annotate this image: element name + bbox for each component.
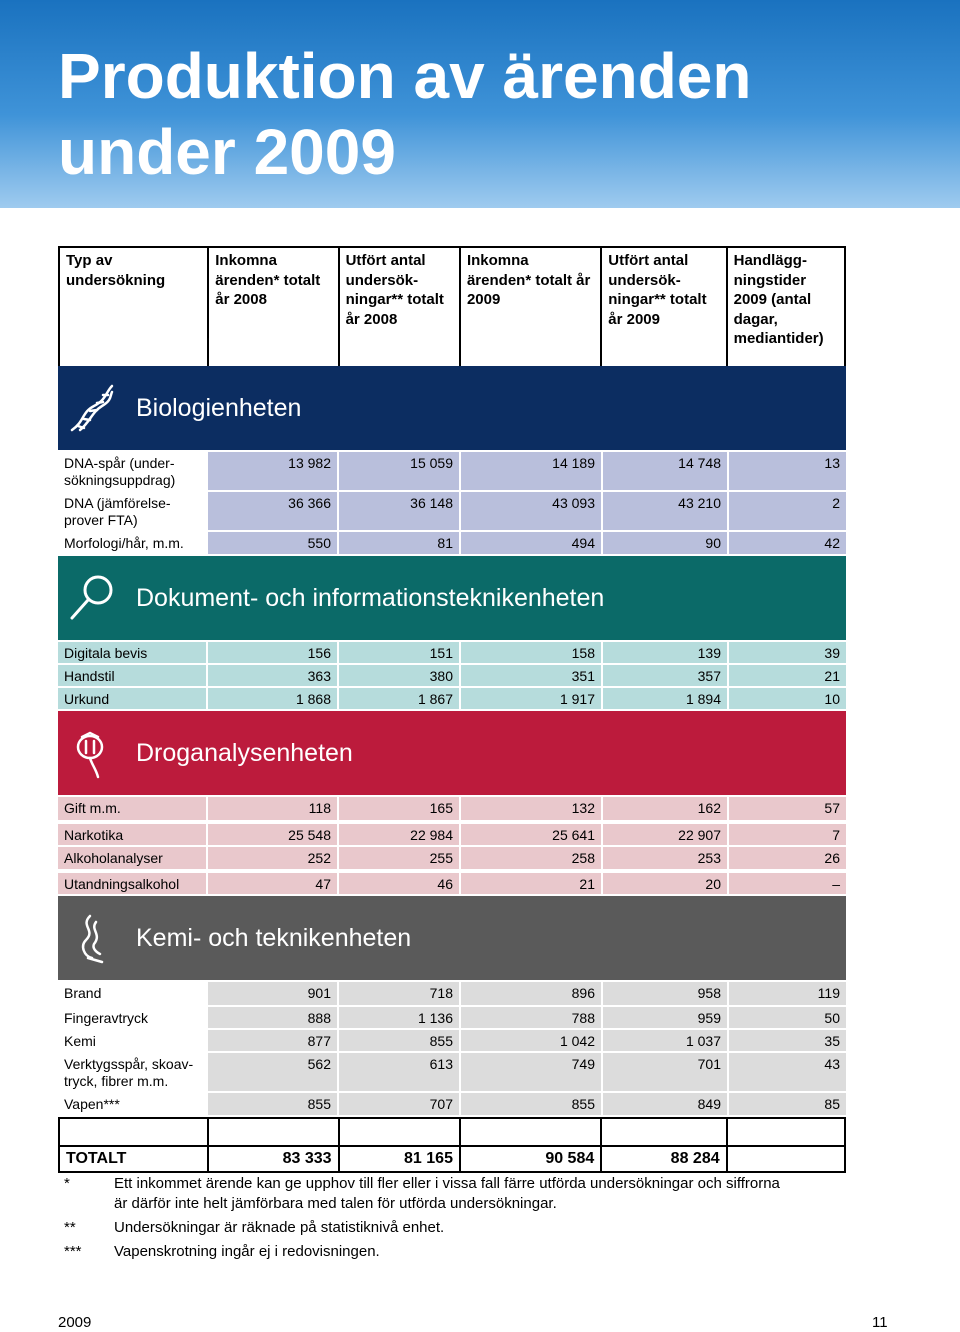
- table-row: [58, 982, 846, 1007]
- row-label: Brand: [58, 982, 208, 1005]
- value-cell: 118: [208, 797, 339, 820]
- value-cell: 47: [208, 873, 339, 894]
- section-title: Droganalysenheten: [136, 739, 353, 767]
- value-cell: 701: [603, 1053, 729, 1091]
- value-cell: –: [729, 873, 846, 894]
- column-header: Utfört antal undersök-ningar** totalt år 2008: [340, 248, 461, 366]
- empty-cell: [602, 1119, 727, 1145]
- value-cell: 1 042: [461, 1030, 603, 1051]
- value-cell: 255: [339, 847, 461, 869]
- page-number: 11: [872, 1314, 888, 1331]
- row-label: Gift m.m.: [58, 797, 208, 820]
- row-label: Kemi: [58, 1030, 208, 1051]
- value-cell: 14 748: [603, 452, 729, 490]
- value-cell: 855: [461, 1093, 603, 1115]
- value-cell: 888: [208, 1007, 339, 1028]
- section-dokument: [58, 556, 846, 642]
- value-cell: 20: [603, 873, 729, 894]
- value-cell: 36 148: [339, 492, 461, 530]
- value-cell: 25 641: [461, 824, 603, 845]
- value-cell: 13 982: [208, 452, 339, 490]
- footnote: [64, 1218, 884, 1238]
- value-cell: 550: [208, 532, 339, 554]
- row-label: Urkund: [58, 688, 208, 709]
- row-label: Verktygsspår, skoav-tryck, fibrer m.m.: [58, 1053, 208, 1091]
- value-cell: 46: [339, 873, 461, 894]
- value-cell: 7: [729, 824, 846, 845]
- value-cell: 35: [729, 1030, 846, 1051]
- table-row: [58, 665, 846, 688]
- value-cell: 42: [729, 532, 846, 554]
- table-row: [58, 822, 846, 847]
- row-label: Fingeravtryck: [58, 1007, 208, 1028]
- row-label: Narkotika: [58, 824, 208, 845]
- value-cell: 896: [461, 982, 603, 1005]
- table-row: [58, 1007, 846, 1030]
- value-cell: 43 210: [603, 492, 729, 530]
- total-value: 88 284: [602, 1147, 727, 1171]
- value-cell: 57: [729, 797, 846, 820]
- value-cell: 13: [729, 452, 846, 490]
- value-cell: 2: [729, 492, 846, 530]
- value-cell: 258: [461, 847, 603, 869]
- row-label: Utandningsalkohol: [58, 873, 208, 894]
- value-cell: 380: [339, 665, 461, 686]
- value-cell: 253: [603, 847, 729, 869]
- value-cell: 788: [461, 1007, 603, 1028]
- row-label: DNA-spår (under-sökningsuppdrag): [58, 452, 208, 490]
- table-row: [58, 688, 846, 711]
- table-row: [58, 492, 846, 532]
- value-cell: 877: [208, 1030, 339, 1051]
- value-cell: 25 548: [208, 824, 339, 845]
- empty-cell: [60, 1119, 209, 1145]
- value-cell: 1 037: [603, 1030, 729, 1051]
- empty-cell: [340, 1119, 461, 1145]
- section-biologienheten: [58, 366, 846, 452]
- row-label: Vapen***: [58, 1093, 208, 1115]
- value-cell: 85: [729, 1093, 846, 1115]
- table-header: [58, 246, 846, 366]
- footnote: [64, 1242, 884, 1262]
- value-cell: 90: [603, 532, 729, 554]
- value-cell: 855: [339, 1030, 461, 1051]
- column-header: Typ av undersökning: [60, 248, 209, 366]
- magnifier-icon: [66, 572, 118, 624]
- value-cell: 151: [339, 642, 461, 663]
- table-row: [58, 1093, 846, 1117]
- empty-cell: [461, 1119, 602, 1145]
- value-cell: 959: [603, 1007, 729, 1028]
- value-cell: 132: [461, 797, 603, 820]
- value-cell: 901: [208, 982, 339, 1005]
- value-cell: 158: [461, 642, 603, 663]
- column-header: Handlägg-ningstider 2009 (antal dagar, mediantider): [733, 252, 824, 347]
- value-cell: 1 136: [339, 1007, 461, 1028]
- footnote-text: Undersökningar är räknade på statistiknivå enhet.: [114, 1219, 445, 1236]
- value-cell: 1 867: [339, 688, 461, 709]
- total-label: TOTALT: [60, 1147, 209, 1171]
- value-cell: 855: [208, 1093, 339, 1115]
- table-row: [58, 532, 846, 556]
- footnote-mark: *: [64, 1175, 70, 1192]
- value-cell: 22 907: [603, 824, 729, 845]
- value-cell: 81: [339, 532, 461, 554]
- total-value: [728, 1147, 844, 1171]
- empty-cell: [728, 1119, 844, 1145]
- value-cell: 22 984: [339, 824, 461, 845]
- value-cell: 50: [729, 1007, 846, 1028]
- total-value: 83 333: [209, 1147, 339, 1171]
- value-cell: 707: [339, 1093, 461, 1115]
- value-cell: 849: [603, 1093, 729, 1115]
- value-cell: 43: [729, 1053, 846, 1091]
- empty-cell: [209, 1119, 339, 1145]
- row-label: Digitala bevis: [58, 642, 208, 663]
- value-cell: 357: [603, 665, 729, 686]
- value-cell: 162: [603, 797, 729, 820]
- column-header: Inkomna ärenden* totalt år 2009: [461, 248, 602, 366]
- blank-row: [58, 1117, 846, 1147]
- table-row: [58, 452, 846, 492]
- row-label: Handstil: [58, 665, 208, 686]
- section-title: Biologienheten: [136, 394, 302, 422]
- value-cell: 613: [339, 1053, 461, 1091]
- value-cell: 43 093: [461, 492, 603, 530]
- value-cell: 21: [729, 665, 846, 686]
- value-cell: 351: [461, 665, 603, 686]
- table-row: [58, 1053, 846, 1093]
- footnote-text: Ett inkommet ärende kan ge upphov till fler eller i vissa fall färre utförda undersökningar och siffrorna är därför inte helt jämförbara med talen för utförda undersökningar.: [114, 1175, 780, 1212]
- footnote-text: Vapenskrotning ingår ej i redovisningen.: [114, 1243, 380, 1260]
- column-header: Inkomna ärenden* totalt år 2008: [209, 248, 339, 366]
- page-title: Produktion av ärenden under 2009: [58, 40, 752, 188]
- value-cell: 119: [729, 982, 846, 1005]
- total-row: [58, 1147, 846, 1173]
- value-cell: 39: [729, 642, 846, 663]
- footnote-mark: ***: [64, 1243, 82, 1260]
- footnote-mark: **: [64, 1219, 76, 1236]
- flame-icon: [66, 912, 118, 964]
- value-cell: 15 059: [339, 452, 461, 490]
- row-label: DNA (jämförelse-prover FTA): [58, 492, 208, 530]
- value-cell: 363: [208, 665, 339, 686]
- value-cell: 14 189: [461, 452, 603, 490]
- value-cell: 156: [208, 642, 339, 663]
- value-cell: 494: [461, 532, 603, 554]
- table-row: [58, 797, 846, 822]
- footer-year: 2009: [58, 1314, 92, 1331]
- section-kemi: [58, 896, 846, 982]
- value-cell: 958: [603, 982, 729, 1005]
- value-cell: 36 366: [208, 492, 339, 530]
- value-cell: 26: [729, 847, 846, 869]
- value-cell: 562: [208, 1053, 339, 1091]
- value-cell: 749: [461, 1053, 603, 1091]
- value-cell: 252: [208, 847, 339, 869]
- total-value: 90 584: [461, 1147, 602, 1171]
- value-cell: 1 868: [208, 688, 339, 709]
- value-cell: 21: [461, 873, 603, 894]
- production-table: [58, 246, 846, 1173]
- table-row: [58, 642, 846, 665]
- footnote: [64, 1174, 884, 1214]
- section-droganalys: [58, 711, 846, 797]
- row-label: Alkoholanalyser: [58, 847, 208, 869]
- table-row: [58, 1030, 846, 1053]
- footnotes: [64, 1174, 884, 1266]
- value-cell: 1 894: [603, 688, 729, 709]
- dna-icon: [66, 382, 118, 434]
- section-title: Kemi- och teknikenheten: [136, 924, 412, 952]
- poppy-icon: [66, 727, 118, 779]
- column-header: Utfört antal undersök-ningar** totalt år 2009: [602, 248, 727, 366]
- value-cell: 10: [729, 688, 846, 709]
- value-cell: 718: [339, 982, 461, 1005]
- section-title: Dokument- och informationsteknikenheten: [136, 584, 605, 612]
- value-cell: 139: [603, 642, 729, 663]
- table-row: [58, 847, 846, 871]
- title-banner: [0, 0, 960, 208]
- row-label: Morfologi/hår, m.m.: [58, 532, 208, 554]
- table-row: [58, 871, 846, 896]
- value-cell: 1 917: [461, 688, 603, 709]
- value-cell: 165: [339, 797, 461, 820]
- total-value: 81 165: [340, 1147, 461, 1171]
